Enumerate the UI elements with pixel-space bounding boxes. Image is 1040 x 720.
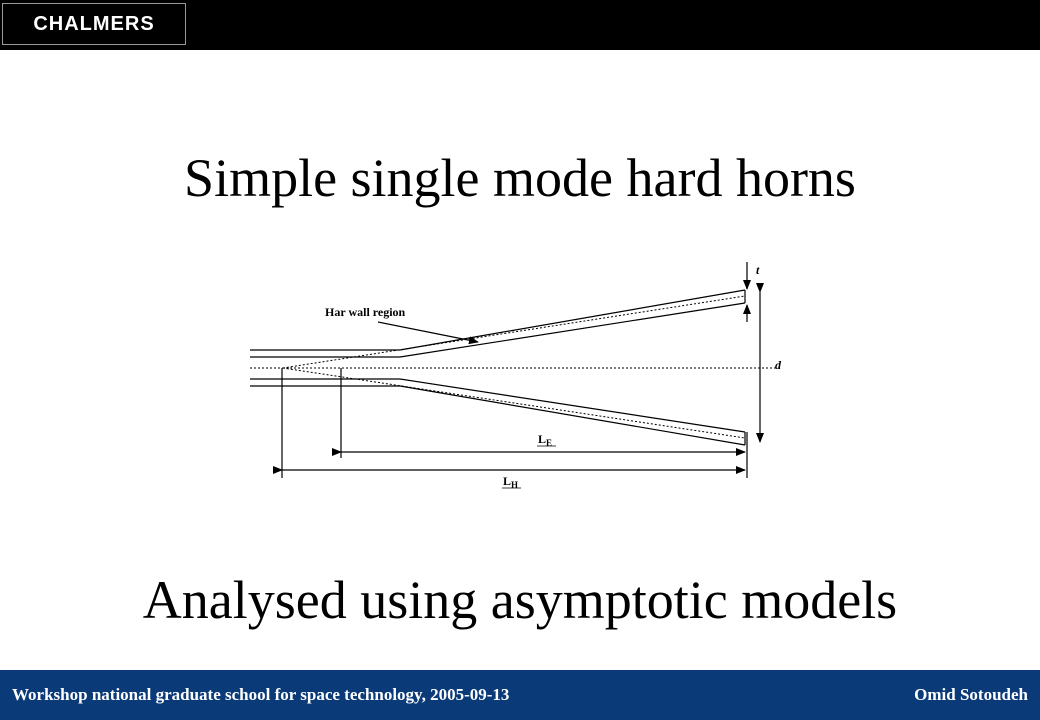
lh-subscript: H [511,480,519,490]
wall-region-pointer [378,322,478,342]
slide-subtitle: Analysed using asymptotic models [142,570,898,630]
wall-region-label: Har wall region [325,305,406,319]
le-subscript: E [546,438,553,448]
footer-author: Omid Sotoudeh [914,685,1028,704]
horn-upper-inner-wall [400,303,745,357]
le-main: L [538,432,547,446]
footer-bar [0,670,1040,720]
lh-main: L [503,474,512,488]
t-label: t [756,263,760,277]
logo-text: CHALMERS [33,12,155,35]
d-label: d [775,358,781,372]
horn-lower-inner-wall [400,379,745,432]
slide-title: Simple single mode hard horns [184,148,856,208]
footer-workshop-text: Workshop national graduate school for space technology, 2005-09-13 [12,685,510,704]
horn-upper-outer-wall [400,290,745,350]
horn-lower-outer-wall [400,386,745,445]
